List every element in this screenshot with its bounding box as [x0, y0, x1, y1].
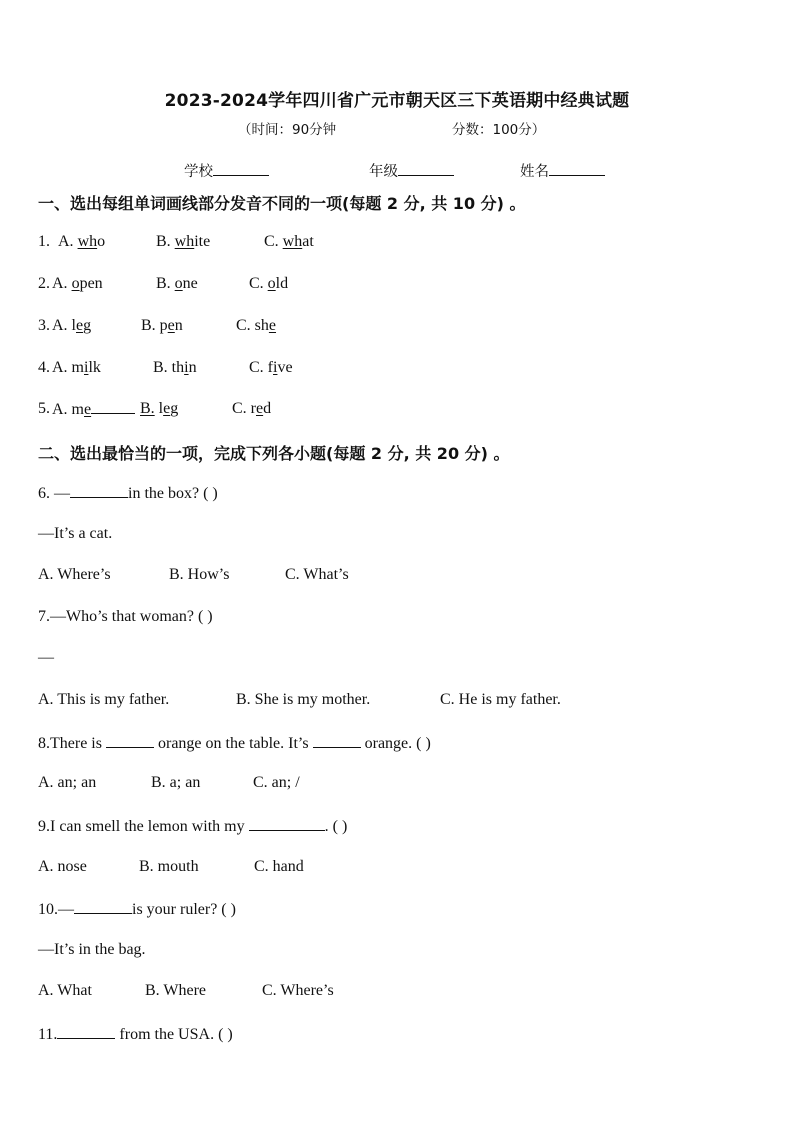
- question-8-stem: 8.There is orange on the table. It’s orange. ( ): [38, 735, 431, 752]
- option-c[interactable]: C. what: [264, 233, 314, 250]
- question-number: 5.: [38, 400, 50, 417]
- question-9-options: [38, 858, 738, 880]
- answer-blank[interactable]: [106, 733, 154, 748]
- option-c[interactable]: C. He is my father.: [440, 691, 561, 708]
- school-blank[interactable]: [213, 161, 269, 176]
- option-c[interactable]: C. hand: [254, 858, 304, 875]
- answer-blank[interactable]: [70, 483, 128, 498]
- section-2-title: 二、选出最恰当的一项，完成下列各小题(每题 2 分, 共 20 分) 。: [38, 444, 510, 463]
- question-number: 4.: [38, 359, 50, 376]
- grade-blank[interactable]: [398, 161, 454, 176]
- option-c[interactable]: C. an; /: [253, 774, 300, 791]
- option-a[interactable]: A. an; an: [38, 774, 97, 791]
- option-c[interactable]: C. she: [236, 317, 277, 334]
- answer-blank[interactable]: [313, 733, 361, 748]
- question-4: [38, 359, 738, 381]
- question-7-options: [38, 691, 738, 713]
- option-b[interactable]: B. thin: [153, 359, 197, 376]
- option-a[interactable]: A. nose: [38, 858, 87, 875]
- question-11-stem: 11. from the USA. ( ): [38, 1026, 233, 1043]
- question-7-answer: —: [38, 649, 54, 666]
- page-title: 2023-2024学年四川省广元市朝天区三下英语期中经典试题: [164, 91, 630, 111]
- question-10-answer: —It’s in the bag.: [38, 941, 146, 958]
- answer-blank[interactable]: [249, 816, 325, 831]
- question-9-stem: 9.I can smell the lemon with my . ( ): [38, 818, 348, 835]
- option-c[interactable]: C. five: [249, 359, 293, 376]
- question-7-stem: 7.—Who’s that woman? ( ): [38, 608, 213, 625]
- exam-score: 分数：100分）: [452, 122, 546, 138]
- question-6-answer: —It’s a cat.: [38, 525, 113, 542]
- school-label: 学校: [184, 164, 213, 180]
- option-b[interactable]: B. a; an: [151, 774, 201, 791]
- option-a[interactable]: A. leg: [52, 317, 92, 334]
- option-a[interactable]: A. milk: [52, 359, 101, 376]
- option-c[interactable]: C. Where’s: [262, 982, 334, 999]
- option-b[interactable]: B. How’s: [169, 566, 230, 583]
- name-blank[interactable]: [549, 161, 605, 176]
- option-a[interactable]: A. What: [38, 982, 92, 999]
- question-number: 1.: [38, 233, 50, 250]
- option-b[interactable]: B. leg: [140, 400, 179, 417]
- option-a[interactable]: A. This is my father.: [38, 691, 170, 708]
- school-field: [184, 160, 269, 181]
- question-10-options: [38, 982, 738, 1004]
- option-b[interactable]: B. white: [156, 233, 211, 250]
- name-field: [520, 160, 605, 181]
- option-c[interactable]: C. red: [232, 400, 272, 417]
- question-1: [38, 233, 738, 255]
- question-10-stem: 10.— is your ruler? ( ): [38, 901, 236, 918]
- question-number: 2.: [38, 275, 50, 292]
- question-5: [38, 400, 738, 422]
- option-b[interactable]: B. mouth: [139, 858, 199, 875]
- question-3: [38, 317, 738, 339]
- option-a[interactable]: A. me: [52, 400, 135, 419]
- option-b[interactable]: B. She is my mother.: [236, 691, 371, 708]
- option-b[interactable]: B. pen: [141, 317, 183, 334]
- question-6-stem: 6. — in the box? ( ): [38, 485, 218, 502]
- option-a[interactable]: A. Where’s: [38, 566, 111, 583]
- option-a[interactable]: A. open: [52, 275, 103, 292]
- name-label: 姓名: [520, 164, 549, 180]
- grade-label: 年级: [369, 164, 398, 180]
- option-a[interactable]: A. who: [58, 233, 106, 250]
- question-8-options: [38, 774, 738, 796]
- option-c[interactable]: C. old: [249, 275, 289, 292]
- section-1-title: 一、选出每组单词画线部分发音不同的一项(每题 2 分, 共 10 分) 。: [38, 194, 526, 213]
- option-c[interactable]: C. What’s: [285, 566, 349, 583]
- question-number: 3.: [38, 317, 50, 334]
- answer-blank[interactable]: [74, 899, 132, 914]
- option-b[interactable]: B. one: [156, 275, 198, 292]
- option-b[interactable]: B. Where: [145, 982, 207, 999]
- blank-line: [91, 400, 135, 414]
- question-6-options: [38, 566, 738, 588]
- grade-field: [369, 160, 454, 181]
- question-2: [38, 275, 738, 297]
- exam-time: （时间：90分钟: [238, 122, 337, 138]
- answer-blank[interactable]: [57, 1024, 115, 1039]
